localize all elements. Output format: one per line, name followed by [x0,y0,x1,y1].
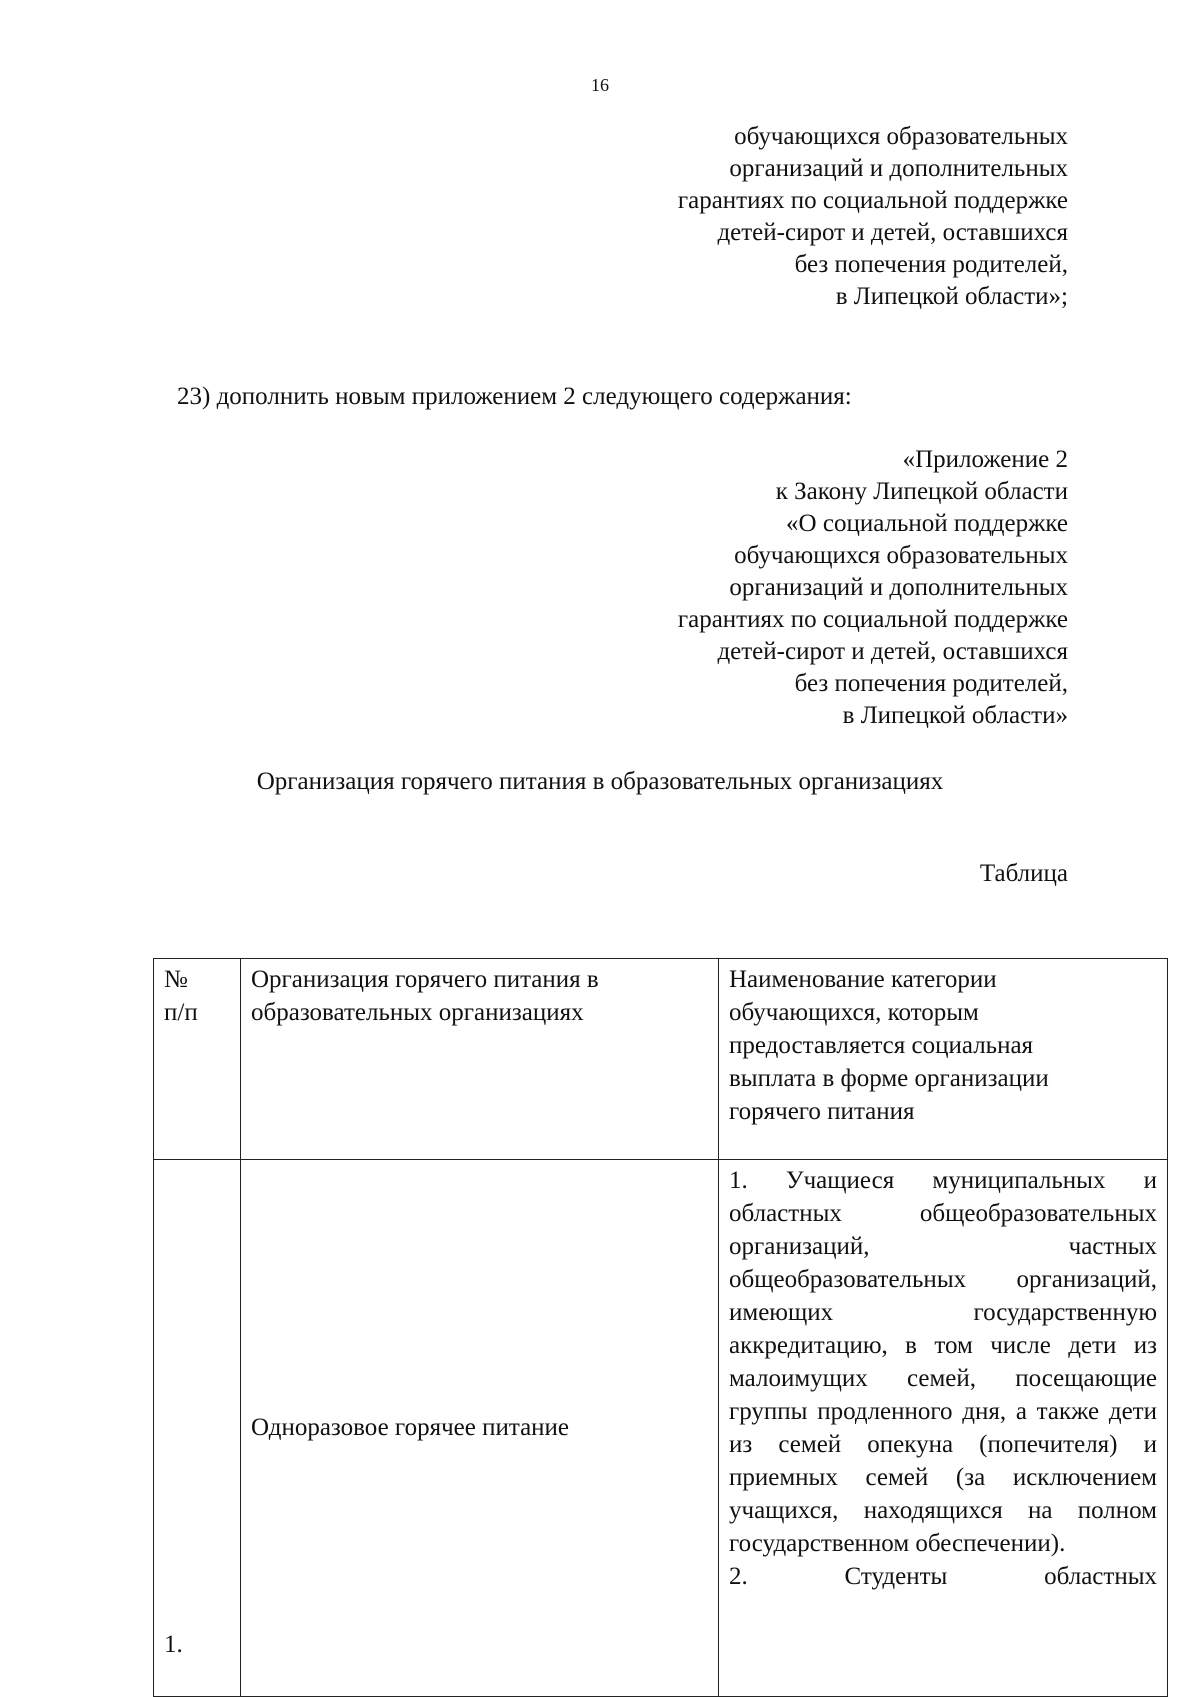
header-category-line: обучающихся, которым [729,999,979,1026]
header-category-line: выплата в форме организации [729,1065,1049,1092]
header-category-line: предоставляется социальная [729,1032,1034,1059]
category-text: 1. Учащиеся муниципальных и областных общеобразовательных организаций, частных общеобразовательных организаций, имеющих государственную аккредитацию, в том числе дети из малоимущих семей, посещающие группы продленного дня, а также дети из семей опекуна (попечителя) и приемных семей (за исключением учащихся, находящихся на полном государственном обеспечении). [729,1167,1157,1557]
appendix-header-line: в Липецкой области» [842,702,1068,729]
header-category-line: Наименование категории [729,966,997,993]
law-title-line: обучающихся образовательных [734,123,1068,150]
table-row [154,1160,1168,1697]
law-title-line: без попечения родителей, [794,251,1068,278]
header-cell-number [154,959,241,1160]
appendix-header-line: «Приложение 2 [902,446,1068,473]
header-cell-category [719,959,1168,1160]
header-number-line: № [164,966,188,993]
appendix-header-line: гарантиях по социальной поддержке [677,606,1068,633]
header-cell-organization [241,959,719,1160]
page-number: 16 [591,75,609,95]
row-number-cell: 1. [154,1160,241,1697]
header-organization-line: образовательных организациях [251,999,584,1026]
appendix-header-line: обучающихся образовательных [734,542,1068,569]
law-title-line: в Липецкой области»; [835,283,1068,310]
row-category-cell [719,1160,1168,1697]
law-title-line: организаций и дополнительных [729,155,1068,182]
law-title-continuation [678,121,1068,313]
law-title-line: гарантиях по социальной поддержке [677,187,1068,214]
appendix-header-line: к Закону Липецкой области [775,478,1068,505]
table-container [153,958,1167,1697]
header-organization-line: Организация горячего питания в [251,966,599,993]
header-number-line: п/п [164,999,198,1026]
appendix-header-line: «О социальной поддержке [786,510,1068,537]
appendix-header-line: детей-сирот и детей, оставшихся [717,638,1068,665]
appendix-header [678,444,1068,732]
amendment-clause: 23) дополнить новым приложением 2 следующего содержания: [177,383,852,410]
row-organization-cell: Одноразовое горячее питание [241,1160,719,1697]
hot-meals-table [153,958,1168,1697]
header-category-line: горячего питания [729,1098,915,1125]
table-caption: Таблица [979,860,1068,887]
table-header-row [154,959,1168,1160]
law-title-line: детей-сирот и детей, оставшихся [717,219,1068,246]
appendix-heading: Организация горячего питания в образовательных организациях [256,768,944,795]
category-text-continued: 2. Студенты областных [729,1563,1157,1590]
appendix-header-line: без попечения родителей, [794,670,1068,697]
appendix-header-line: организаций и дополнительных [729,574,1068,601]
